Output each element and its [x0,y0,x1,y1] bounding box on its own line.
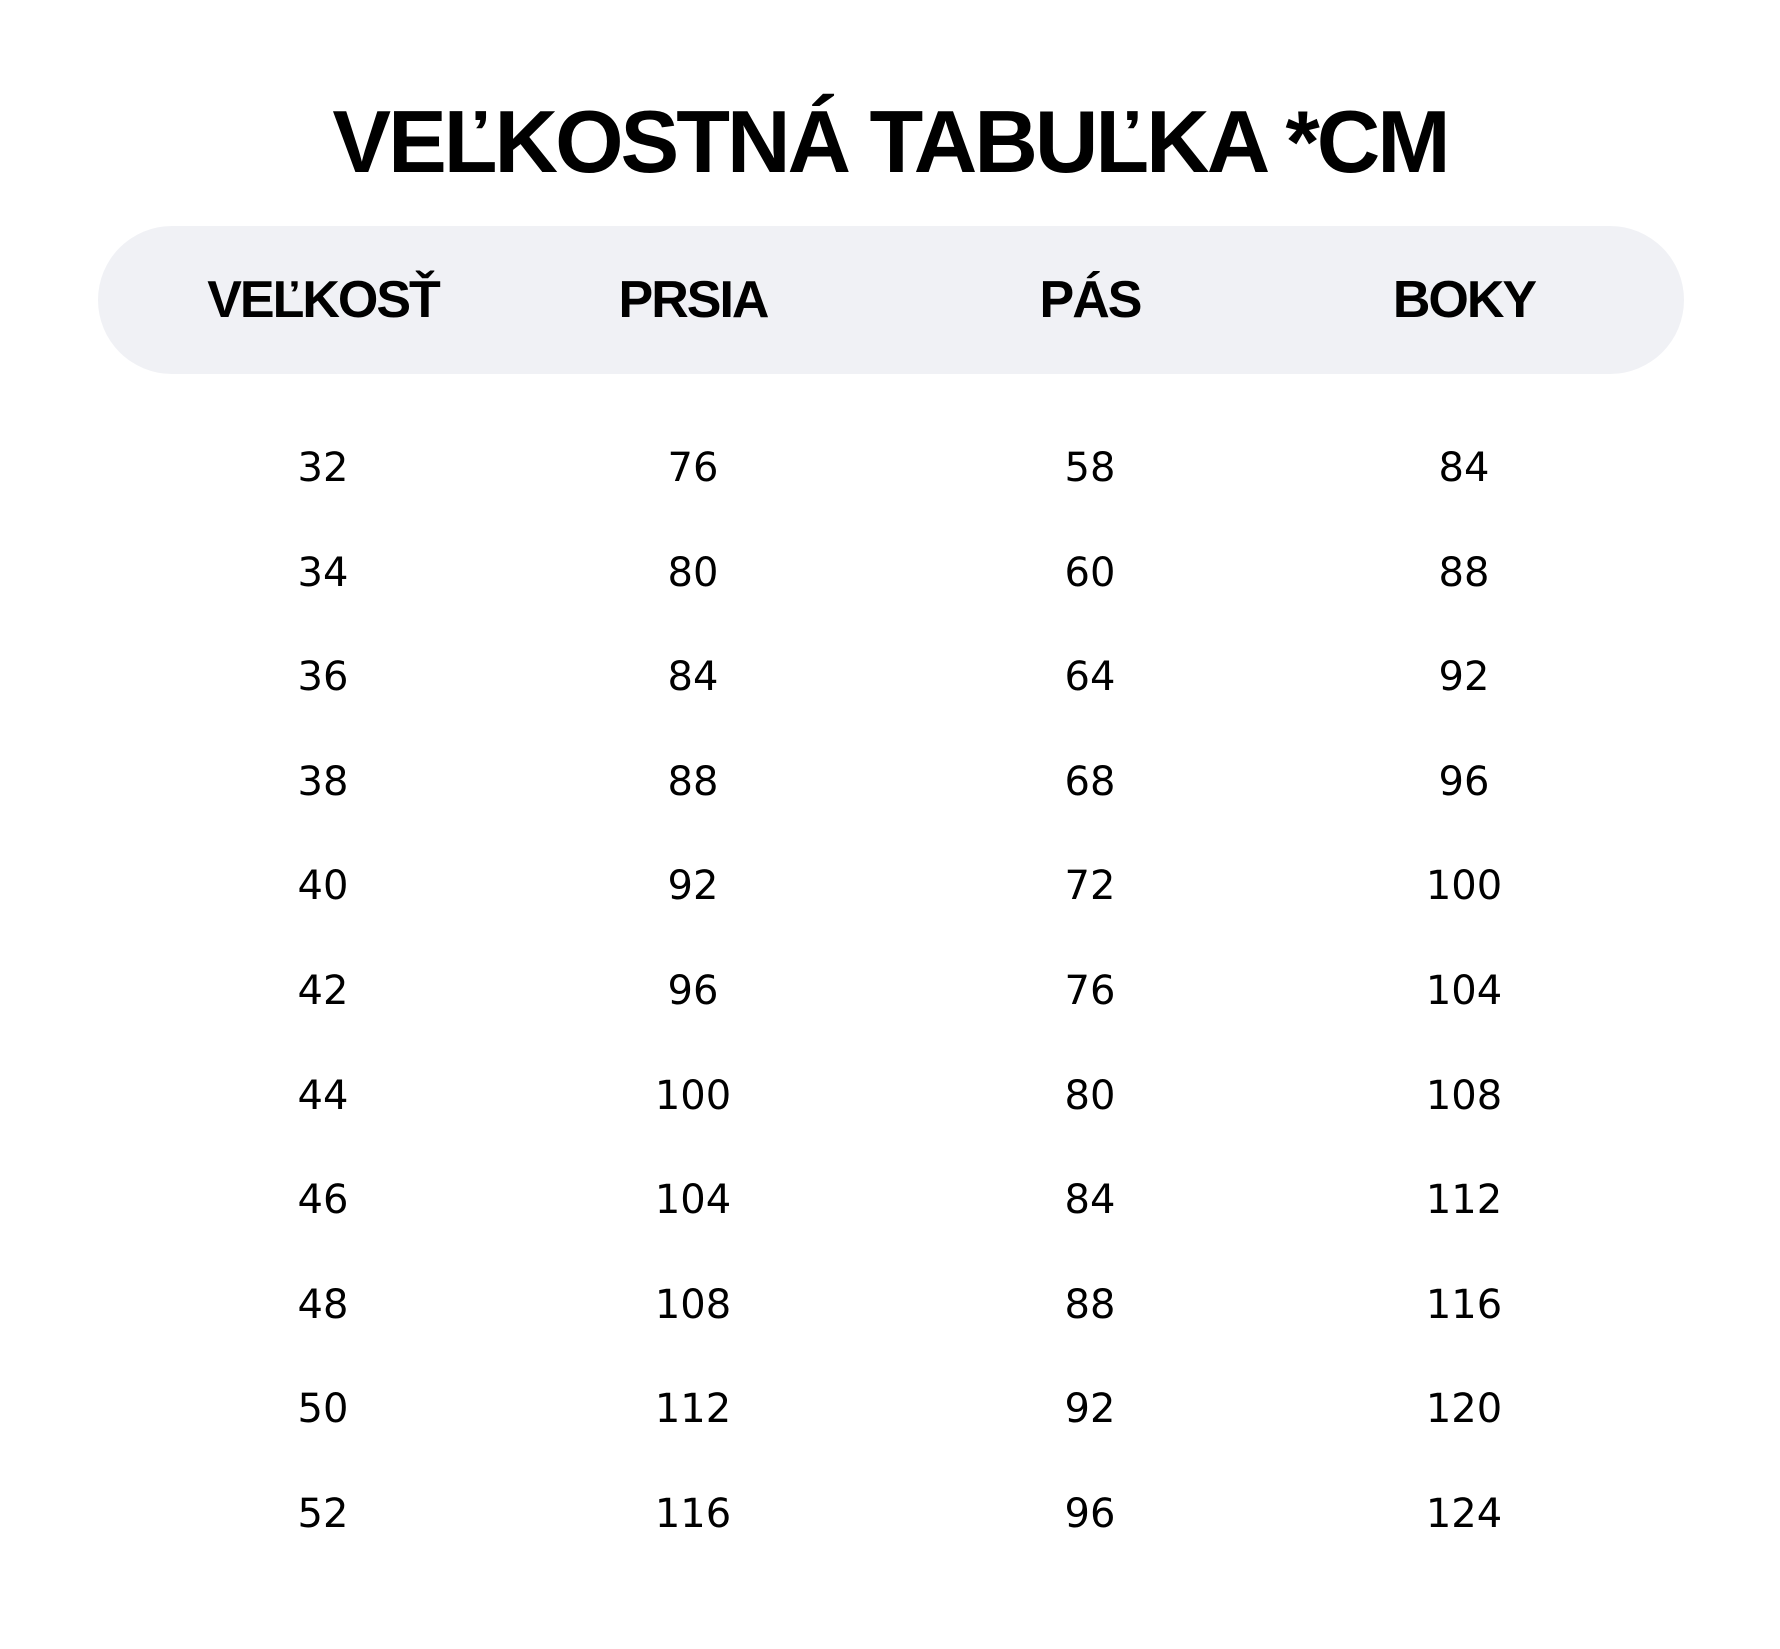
cell-hips: 84 [1438,445,1490,491]
table-row [0,1148,1780,1253]
cell-waist: 64 [1064,654,1116,701]
cell-waist: 80 [1064,1072,1116,1119]
cell-waist: 60 [1064,549,1116,596]
cell-hips: 100 [1425,863,1503,910]
cell-hips: 108 [1425,1072,1503,1119]
cell-size: 44 [297,1072,349,1119]
cell-waist: 72 [1064,863,1116,910]
cell-waist: 88 [1064,1281,1116,1328]
cell-hips: 88 [1438,549,1490,596]
cell-bust: 92 [667,863,719,910]
cell-hips: 92 [1438,654,1490,701]
table-row [0,416,1780,521]
cell-size: 40 [297,863,349,910]
column-header-size: VEĽKOSŤ [207,271,439,329]
cell-size: 32 [297,445,349,491]
cell-size: 34 [297,549,349,596]
cell-bust: 84 [667,654,719,701]
cell-bust: 96 [667,967,719,1014]
cell-bust: 116 [654,1490,732,1537]
table-row [0,834,1780,939]
cell-waist: 58 [1064,445,1116,491]
page-title: VEĽKOSTNÁ TABUĽKA *CM [332,92,1448,191]
cell-waist: 84 [1064,1177,1116,1224]
cell-size: 42 [297,967,349,1014]
cell-size: 48 [297,1281,349,1328]
cell-hips: 112 [1425,1177,1503,1224]
cell-waist: 76 [1064,967,1116,1014]
column-header-bust: PRSIA [618,271,768,329]
column-header-hips: BOKY [1392,271,1536,329]
cell-hips: 120 [1425,1386,1503,1433]
cell-size: 36 [297,654,349,701]
column-header-waist: PÁS [1039,271,1141,329]
cell-waist: 68 [1064,758,1116,805]
table-row [0,939,1780,1044]
cell-waist: 92 [1064,1386,1116,1433]
cell-bust: 108 [654,1281,732,1328]
table-row [0,1357,1780,1462]
cell-hips: 96 [1438,758,1490,805]
cell-size: 46 [297,1177,349,1224]
cell-size: 50 [297,1386,349,1433]
cell-bust: 76 [667,445,719,491]
table-row [0,1253,1780,1358]
table-row [0,1044,1780,1149]
cell-size: 38 [297,758,349,805]
table-row [0,1462,1780,1567]
table-row [0,730,1780,835]
cell-bust: 88 [667,758,719,805]
table-row [0,625,1780,730]
table-body [0,416,1780,1567]
cell-bust: 104 [654,1177,732,1224]
cell-bust: 100 [654,1072,732,1119]
cell-hips: 116 [1425,1281,1503,1328]
cell-hips: 104 [1425,967,1503,1014]
cell-hips: 124 [1425,1490,1503,1537]
cell-bust: 112 [654,1386,732,1433]
cell-bust: 80 [667,549,719,596]
cell-size: 52 [297,1490,349,1537]
table-row [0,521,1780,626]
cell-waist: 96 [1064,1490,1116,1537]
